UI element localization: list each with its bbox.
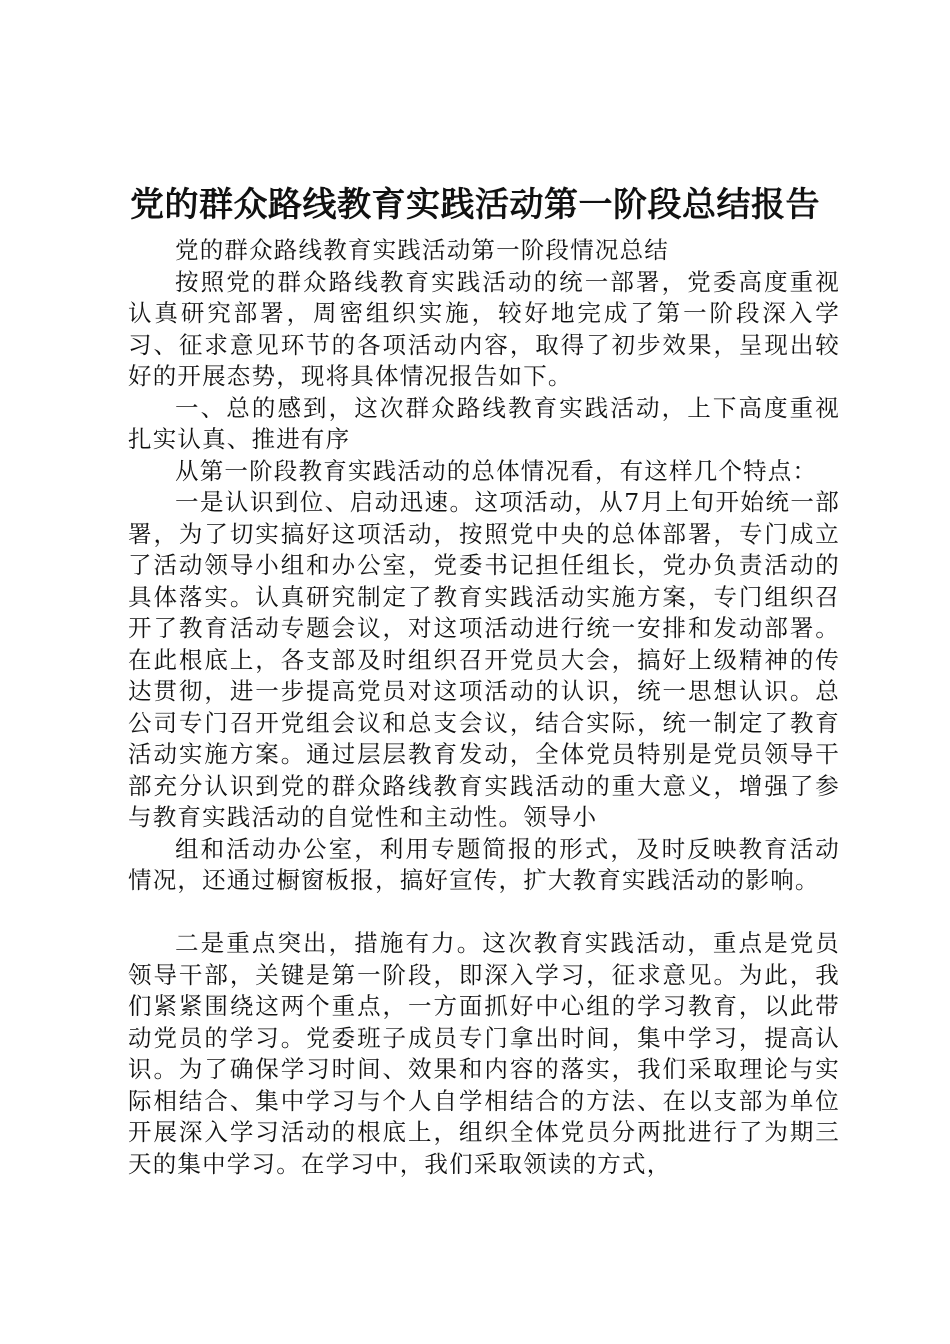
paragraph-point-two: 二是重点突出，措施有力。这次教育实践活动，重点是党员领导干部，关键是第一阶段，即深入学习，征求意见。为此，我们紧紧围绕这两个重点，一方面抓好中心组的学习教育，以此带动党员的学习。党委班子成员专门拿出时间，集中学习，提高认识。为了确保学习时间、效果和内容的落实，我们采取理论与实际相结合、集中学习与个人自学相结合的方法、在以支部为单位开展深入学习活动的根底上，组织全体党员分两批进行了为期三天的集中学习。在学习中，我们采取领读的方式， — [128, 929, 840, 1178]
document-body — [128, 235, 840, 1180]
paragraph-point-one-continued: 组和活动办公室，利用专题简报的形式，及时反映教育活动情况，还通过橱窗板报，搞好宣传，扩大教育实践活动的影响。 — [128, 834, 840, 894]
paragraph-intro: 按照党的群众路线教育实践活动的统一部署，党委高度重视认真研究部署，周密组织实施，较好地完成了第一阶段深入学习、征求意见环节的各项活动内容，取得了初步效果，呈现出较好的开展态势，现将具体情况报告如下。 — [128, 267, 840, 390]
paragraph-features-lead: 从第一阶段教育实践活动的总体情况看，有这样几个特点： — [175, 456, 818, 485]
paragraph-section-heading: 一、总的感到，这次群众路线教育实践活动，上下高度重视扎实认真、推进有序 — [128, 393, 840, 453]
paragraph-point-one: 一是认识到位、启动迅速。这项活动，从7月上旬开始统一部署，为了切实搞好这项活动，按照党中央的总体部署，专门成立了活动领导小组和办公室，党委书记担任组长，党办负责活动的具体落实。认真研究制定了教育实践活动实施方案，专门组织召开了教育活动专题会议，对这项活动进行统一安排和发动部署。在此根底上，各支部及时组织召开党员大会，搞好上级精神的传达贯彻，进一步提高党员对这项活动的认识，统一思想认识。总公司专门召开党组会议和总支会议，结合实际，统一制定了教育活动实施方案。通过层层教育发动，全体党员特别是党员领导干部充分认识到党的群众路线教育实践活动的重大意义，增强了参与教育实践活动的自觉性和主动性。领导小 — [128, 488, 840, 831]
paragraph-subtitle: 党的群众路线教育实践活动第一阶段情况总结 — [175, 236, 669, 264]
document-title: 党的群众路线教育实践活动第一阶段总结报告 — [130, 185, 820, 225]
